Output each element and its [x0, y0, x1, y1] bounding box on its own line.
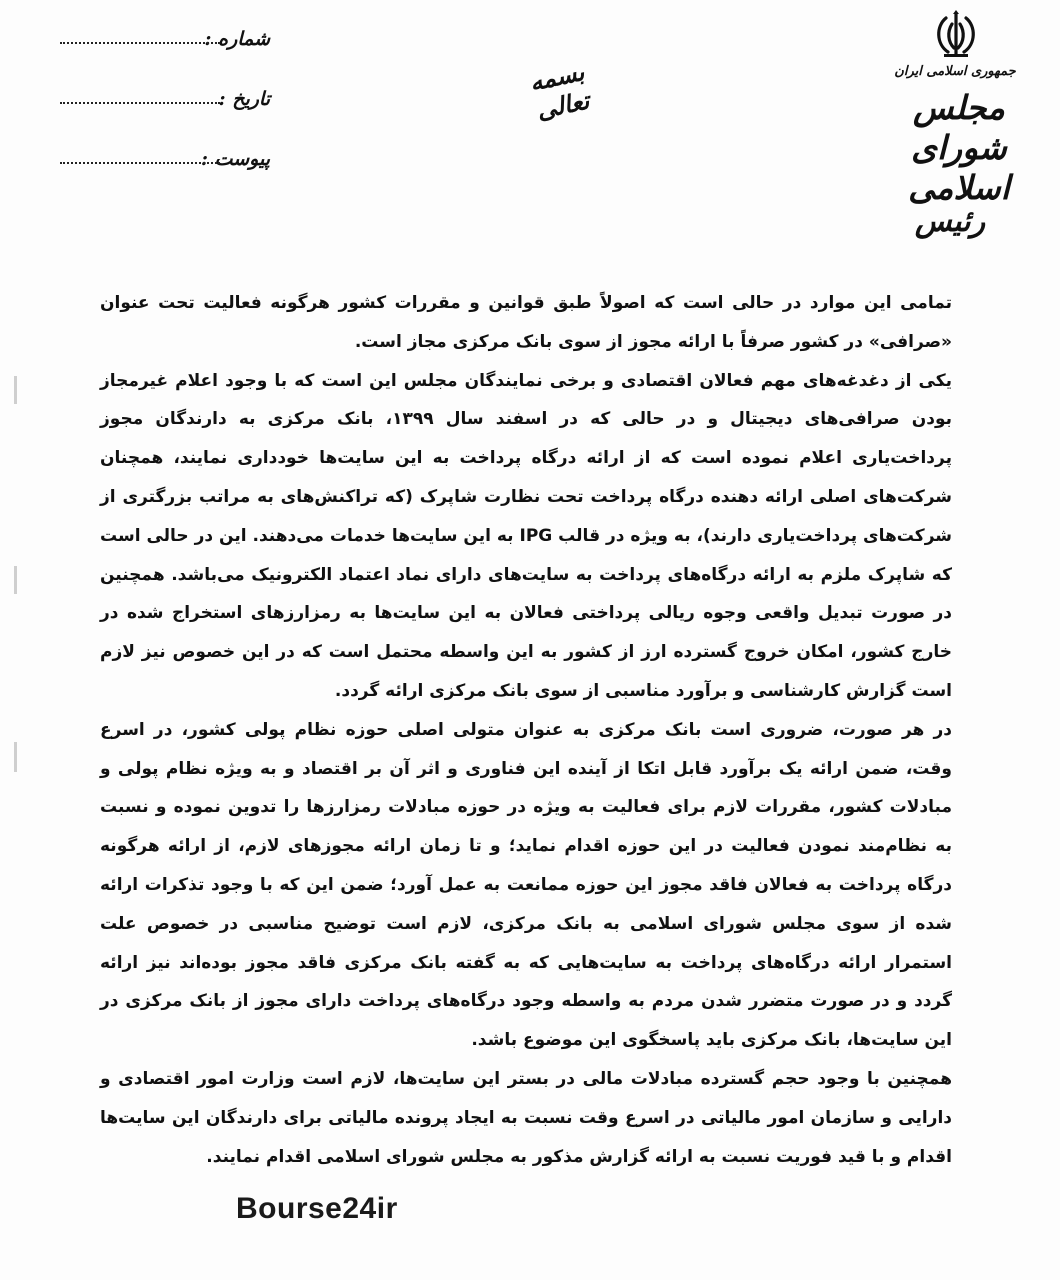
body-paragraph: یکی از دغدغه‌های مهم فعالان اقتصادی و برخی نمایندگان مجلس این است که با وجود اعلام غیرمجاز بودن صرافی‌های دیجیتال و در حالی که در اسفند سال ۱۳۹۹، بانک مرکزی به دارندگان مجوز پرداخت‌یاری اعلام نموده است که از ارائه درگاه پرداخت به این سایت‌ها خودداری نمایند، همچنان شرکت‌های اصلی ارائه دهنده درگاه پرداخت تحت نظارت شاپرک (که تراکنش‌های به مراتب بزرگتری از شرکت‌های پرداخت‌یاری دارند)، به ویژه در قالب IPG به این سایت‌ها خدمات می‌دهند. این در حالی است که شاپرک ملزم به ارائه درگاه‌های پرداخت به سایت‌های دارای نماد اعتماد الکترونیک می‌باشد. همچنین در صورت تبدیل واقعی وجوه ریالی پرداختی فعالان به این سایت‌ها به رمزارزهای استخراج شده در خارج کشور، امکان خروج گسترده ارز از کشور به این واسطه محتمل است که در این خصوص نیز لازم است گزارش کارشناسی و برآورد مناسبی از سوی بانک مرکزی ارائه گردد. [100, 370, 952, 701]
iran-emblem-icon [932, 10, 980, 60]
country-name: جمهوری اسلامی ایران [894, 64, 1016, 79]
source-watermark: Bourse24ir [236, 1192, 398, 1225]
number-field [60, 22, 270, 82]
letter-body [100, 284, 952, 1176]
attachment-field [60, 142, 270, 202]
body-paragraph: تمامی این موارد در حالی است که اصولاً طبق قوانین و مقررات کشور هرگونه فعالیت تحت عنوان «صرافی» در کشور صرفاً با ارائه مجوز از سوی بانک مرکزی مجاز است. [100, 293, 952, 352]
attachment-label: پیوست : [200, 148, 270, 170]
letterhead [870, 8, 1050, 243]
attachment-line [60, 162, 220, 164]
body-paragraph: در هر صورت، ضروری است بانک مرکزی به عنوان متولی اصلی حوزه نظام پولی کشور، در اسرع وقت، ضمن ارائه یک برآورد قابل اتکا از آینده این فناوری و اثر آن بر اقتصاد و به ویژه نظام پولی و مبادلات کشور، مقررات لازم برای فعالیت به ویژه در حوزه مبادلات رمزارزها را تدوین نموده و نسبت به نظام‌مند نمودن فعالیت در این حوزه اقدام نماید؛ و تا زمان ارائه مجوزهای لازم، از ارائه هرگونه درگاه پرداخت به فعالان فاقد مجوز این حوزه ممانعت به عمل آورد؛ ضمن این که با وجود تذکرات ارائه شده از سوی مجلس شورای اسلامی به بانک مرکزی، لازم است توضیح مناسبی در خصوص علت استمرار ارائه درگاه‌های پرداخت به سایت‌هایی که به گفته بانک مرکزی فاقد مجوز بوده‌اند نیز ارائه گردد و در صورت متضرر شدن مردم به واسطه وجود درگاه‌های پرداخت دارای مجوز از بانک مرکزی در این سایت‌ها، بانک مرکزی باید پاسخگوی این موضوع باشد. [100, 719, 952, 1051]
scan-edge-mark [14, 742, 17, 772]
letter-meta-fields [60, 22, 270, 202]
date-label: تاریخ : [218, 88, 270, 110]
date-field [60, 82, 270, 142]
bismillah-calligraphy: بسمه تعالی [526, 56, 592, 125]
date-line [60, 102, 220, 104]
scan-edge-mark [14, 566, 17, 594]
number-label: شماره : [204, 28, 270, 50]
institution-name: مجلس شورای اسلامی [908, 88, 1010, 207]
number-line [60, 42, 220, 44]
scan-edge-mark [14, 376, 17, 404]
role-title: رئیس [914, 204, 986, 239]
body-paragraph: همچنین با وجود حجم گسترده مبادلات مالی در بستر این سایت‌ها، لازم است وزارت امور اقتصادی و دارایی و سازمان امور مالیاتی در اسرع وقت نسبت به ایجاد پرونده مالیاتی برای دارندگان این سایت‌ها اقدام و با قید فوریت نسبت به ارائه گزارش مذکور به مجلس شورای اسلامی اقدام نمایند. [100, 1068, 952, 1167]
